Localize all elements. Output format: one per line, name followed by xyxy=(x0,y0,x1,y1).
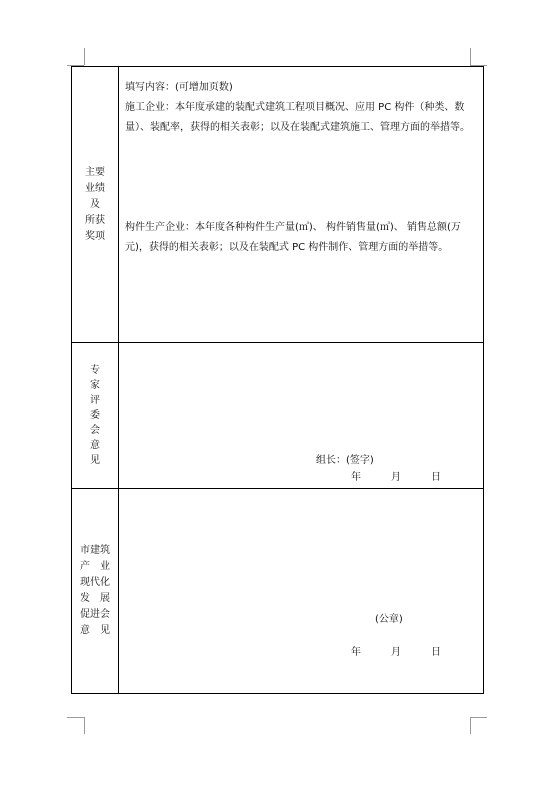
crop-mark xyxy=(84,48,85,65)
association-date-month: 月 xyxy=(391,647,401,658)
label-line: 见 xyxy=(90,455,100,466)
fill-instruction: 填写内容：(可增加页数) xyxy=(125,82,233,93)
label-line: 促进会 xyxy=(80,609,110,620)
official-seal-label: (公章) xyxy=(375,614,403,625)
crop-mark xyxy=(470,48,471,65)
label-line: 评 xyxy=(90,395,100,406)
achievements-content xyxy=(119,67,484,343)
expert-opinion-row xyxy=(72,343,484,489)
label-line: 产 业 xyxy=(80,561,110,572)
label-line: 意 xyxy=(90,440,100,451)
label-line: 及 xyxy=(90,198,100,210)
label-line: 发 展 xyxy=(80,593,110,604)
label-line: 业绩 xyxy=(85,182,105,194)
expert-date-month: 月 xyxy=(391,472,401,483)
label-line: 奖项 xyxy=(85,230,105,242)
association-date-day: 日 xyxy=(431,647,441,658)
association-opinion-row xyxy=(72,489,484,694)
achievements-row xyxy=(72,67,484,343)
association-opinion-label xyxy=(72,489,119,694)
association-opinion-content[interactable] xyxy=(119,489,484,694)
crop-mark xyxy=(470,717,487,718)
label-line: 市建筑 xyxy=(80,545,110,556)
construction-enterprise-text: 施工企业：本年度承建的装配式建筑工程项目概况、应用 PC 构件（种类、数量）、装配率，获得的相关表彰；以及在装配式建筑施工、管理方面的举措等。 xyxy=(125,102,470,133)
association-date-year: 年 xyxy=(351,647,361,658)
label-line: 会 xyxy=(90,425,100,436)
label-line: 专 xyxy=(90,365,100,376)
expert-opinion-content[interactable] xyxy=(119,343,484,489)
crop-mark xyxy=(470,717,471,734)
crop-mark xyxy=(84,717,85,734)
label-line: 家 xyxy=(90,380,100,391)
expert-date-year: 年 xyxy=(351,472,361,483)
label-line: 委 xyxy=(90,410,100,421)
label-line: 现代化 xyxy=(80,577,110,588)
label-line: 意 见 xyxy=(80,625,110,636)
achievements-label xyxy=(72,67,119,343)
label-line: 主要 xyxy=(85,166,105,178)
component-enterprise-text: 构件生产企业：本年度各种构件生产量(㎥)、 构件销售量(㎥)、 销售总额(万元)，获得的相关表彰；以及在装配式 PC 构件制作、管理方面的举措等。 xyxy=(125,222,461,253)
application-form-table xyxy=(71,66,484,694)
label-line: 所获 xyxy=(85,214,105,226)
crop-mark xyxy=(67,717,84,718)
expert-date-day: 日 xyxy=(431,472,441,483)
group-leader-signature-label: 组长：(签字) xyxy=(316,455,374,466)
expert-opinion-label xyxy=(72,343,119,489)
